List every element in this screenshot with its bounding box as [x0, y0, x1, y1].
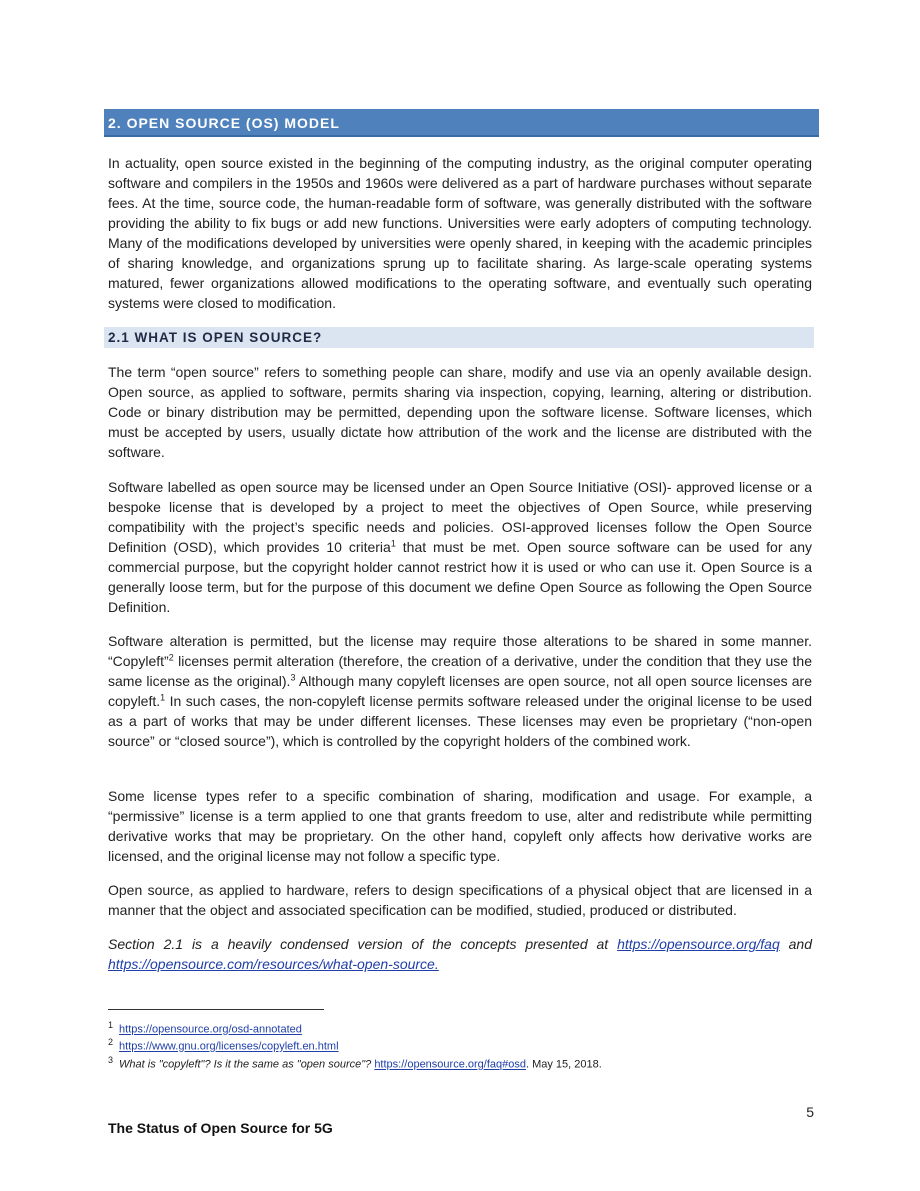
paragraph-copyleft: Software alteration is permitted, but the license may require those alterations to be shared in some manner. “Copyleft”$^2$ licenses permit alteration (therefore, the creation of a derivative, under the condition that they use the same license as the original).$^3$ Although many copyleft licenses are open source, not all open source licenses are copyleft.$^1$ In such cases, the non-copyleft license permits software released under the original license to be used as a part of works that may be under different licenses. These licenses may even be proprietary (“non-open source” or “closed source”), which is controlled by the copyright holders of the combined work.	[108, 633, 813, 749]
footnote-ref-3[interactable]: 3	[290, 672, 296, 683]
footnote-2: $^2$ https://www.gnu.org/licenses/copyleft.en.html	[108, 1037, 339, 1053]
footnote-ref-2[interactable]: 2	[168, 652, 174, 663]
faq-link[interactable]: https://opensource.org/faq	[617, 936, 780, 952]
paragraph-osi-licenses: Software labelled as open source may be licensed under an Open Source Initiative (OSI)- approved license or a bespoke license that is developed by a project to meet the objectives of Open Source, while preserving compatibility with the project’s specific needs and policies. OSI-approved licenses follow the Open Source Definition (OSD), which provides 10 criteria$^1$ that must be met. Open source software can be used for any commercial purpose, but the copyright holder cannot restrict how it is used or who can use it. Open Source is a generally loose term, but for the purpose of this document we define Open Source as following the Open Source Definition.	[108, 479, 812, 615]
footnote-ref-1[interactable]: 1	[390, 538, 396, 549]
footnote-1-link[interactable]: https://opensource.org/osd-annotated	[119, 1023, 302, 1036]
footnote-1: $^1$ https://opensource.org/osd-annotated	[108, 1020, 302, 1036]
subsection-heading: 2.1 WHAT IS OPEN SOURCE?	[104, 327, 814, 348]
paragraph-definition: The term “open source” refers to something people can share, modify and use via an openly available design. Open source, as applied to software, permits sharing via inspection, copying, learning, altering or distribution. Code or binary distribution may be permitted, depending upon the software license. Software licenses, which must be accepted by users, usually dictate how attribution of the work and the license are distributed with the software.	[108, 364, 812, 460]
footnote-3-link[interactable]: https://opensource.org/faq#osd	[374, 1058, 526, 1071]
what-open-source-link[interactable]: https://opensource.com/resources/what-open-source.	[108, 956, 439, 972]
document-footer-title: The Status of Open Source for 5G	[108, 1120, 333, 1136]
footnote-2-link[interactable]: https://www.gnu.org/licenses/copyleft.en.html	[119, 1040, 339, 1053]
footnote-3: $^3$ What is "copyleft"? Is it the same as "open source"? https://opensource.org/faq#osd. May 15, 2018.	[108, 1055, 602, 1071]
footnote-divider	[108, 1009, 324, 1010]
footnote-ref-1b[interactable]: 1	[160, 692, 166, 703]
section-heading: 2. OPEN SOURCE (OS) MODEL	[104, 109, 819, 137]
page-number: 5	[806, 1104, 814, 1120]
paragraph-source-note: Section 2.1 is a heavily condensed version of the concepts presented at https://opensource.org/faq and https://opensource.com/resources/what-open-source.	[108, 936, 812, 972]
intro-paragraph: In actuality, open source existed in the beginning of the computing industry, as the original computer operating software and compilers in the 1950s and 1960s were delivered as a part of hardware purchases without separate fees. At the time, source code, the human-readable form of software, was generally distributed with the software providing the ability to fix bugs or add new functions. Universities were early adopters of computing technology. Many of the modifications developed by universities were openly shared, in keeping with the academic principles of sharing knowledge, and organizations sprung up to facilitate sharing. As large-scale operating systems matured, fewer organizations allowed modifications to the operating software, and eventually such operating systems were closed to modification.	[108, 155, 812, 311]
paragraph-hardware: Open source, as applied to hardware, refers to design specifications of a physical object that are licensed in a manner that the object and associated specification can be modified, studied, produced or distributed.	[108, 882, 812, 918]
paragraph-license-types: Some license types refer to a specific combination of sharing, modification and usage. For example, a “permissive” license is a term applied to one that grants freedom to use, alter and redistribute while permitting derivative works that may be proprietary. On the other hand, copyleft only affects how derivative works are licensed, and the original license may not follow a specific type.	[108, 788, 812, 864]
